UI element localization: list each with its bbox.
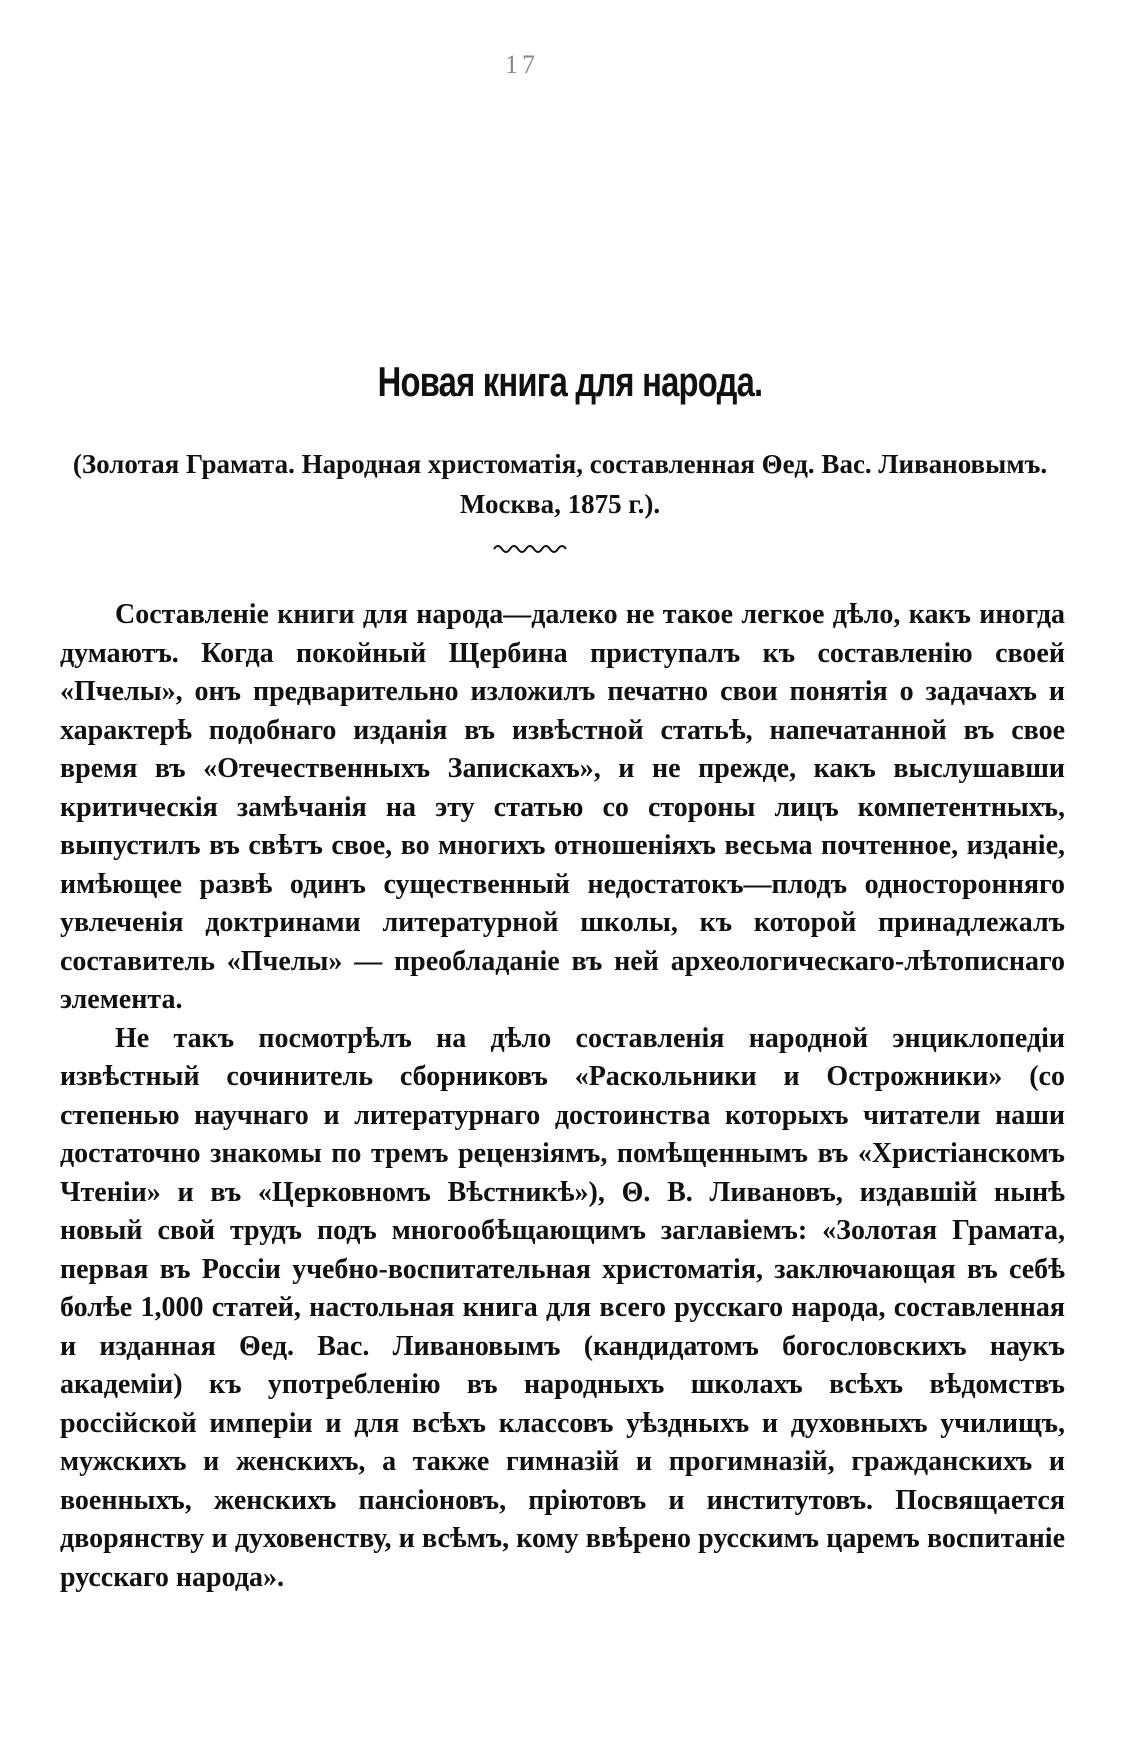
paragraph-1: Составленіе книги для народа—далеко не такое легкое дѣло, какъ иногда думаютъ. Когда покойный Щербина приступалъ къ составленію своей «Пчелы», онъ предварительно изложилъ печатно свои понятія о задачахъ и характерѣ подобнаго изданія въ извѣстной статьѣ, напечатанной въ свое время въ «Отечественныхъ Запискахъ», и не прежде, какъ выслушавши критическія замѣчанія на эту статью со стороны лицъ компетентныхъ, выпустилъ въ свѣтъ свое, во многихъ отношеніяхъ весьма почтенное, изданіе, имѣющее развѣ одинъ существенный недостатокъ—плодъ односторонняго увлеченія доктринами литературной школы, къ которой принадлежалъ составитель «Пчелы» — преобладаніе въ ней археологическаго-лѣтописнаго элемента. [60, 599, 1065, 1015]
article-body [60, 596, 1065, 1597]
article-title: Новая книга для народа. [377, 358, 763, 405]
article-subtitle: (Золотая Грамата. Народная христоматія, составленная Θед. Вас. Ливановымъ. Москва, 1875 г.). [72, 449, 1048, 519]
page-number: 17 [505, 50, 539, 79]
paragraph-2: Не такъ посмотрѣлъ на дѣло составленія народной энциклопедіи извѣстный сочинитель сборниковъ «Раскольники и Острожники» (со степенью научнаго и литературнаго достоинства которыхъ читатели наши достаточно знакомы по тремъ рецензіямъ, помѣщеннымъ въ «Христіанскомъ Чтеніи» и въ «Церковномъ Вѣстникѣ»), Θ. В. Ливановъ, издавшій нынѣ новый свой трудъ подъ многообѣщающимъ заглавіемъ: «Золотая Грамата, первая въ Россіи учебно-воспитательная христоматія, заключающая въ себѣ болѣе 1,000 статей, настольная книга для всего русскаго народа, составленная и изданная Θед. Вас. Ливановымъ (кандидатомъ богословскихъ наукъ академіи) къ употребленію въ народныхъ школахъ всѣхъ вѣдомствъ россійской имперіи и для всѣхъ классовъ уѣздныхъ и духовныхъ училищъ, мужскихъ и женскихъ, а также гимназій и прогимназій, гражданскихъ и военныхъ, женскихъ пансіоновъ, пріютовъ и институтовъ. Посвящается дворянству и духовенству, и всѣмъ, кому ввѣрено русскимъ царемъ воспитаніе русскаго народа». [60, 1022, 1065, 1593]
wavy-line-ornament-icon [492, 542, 570, 556]
